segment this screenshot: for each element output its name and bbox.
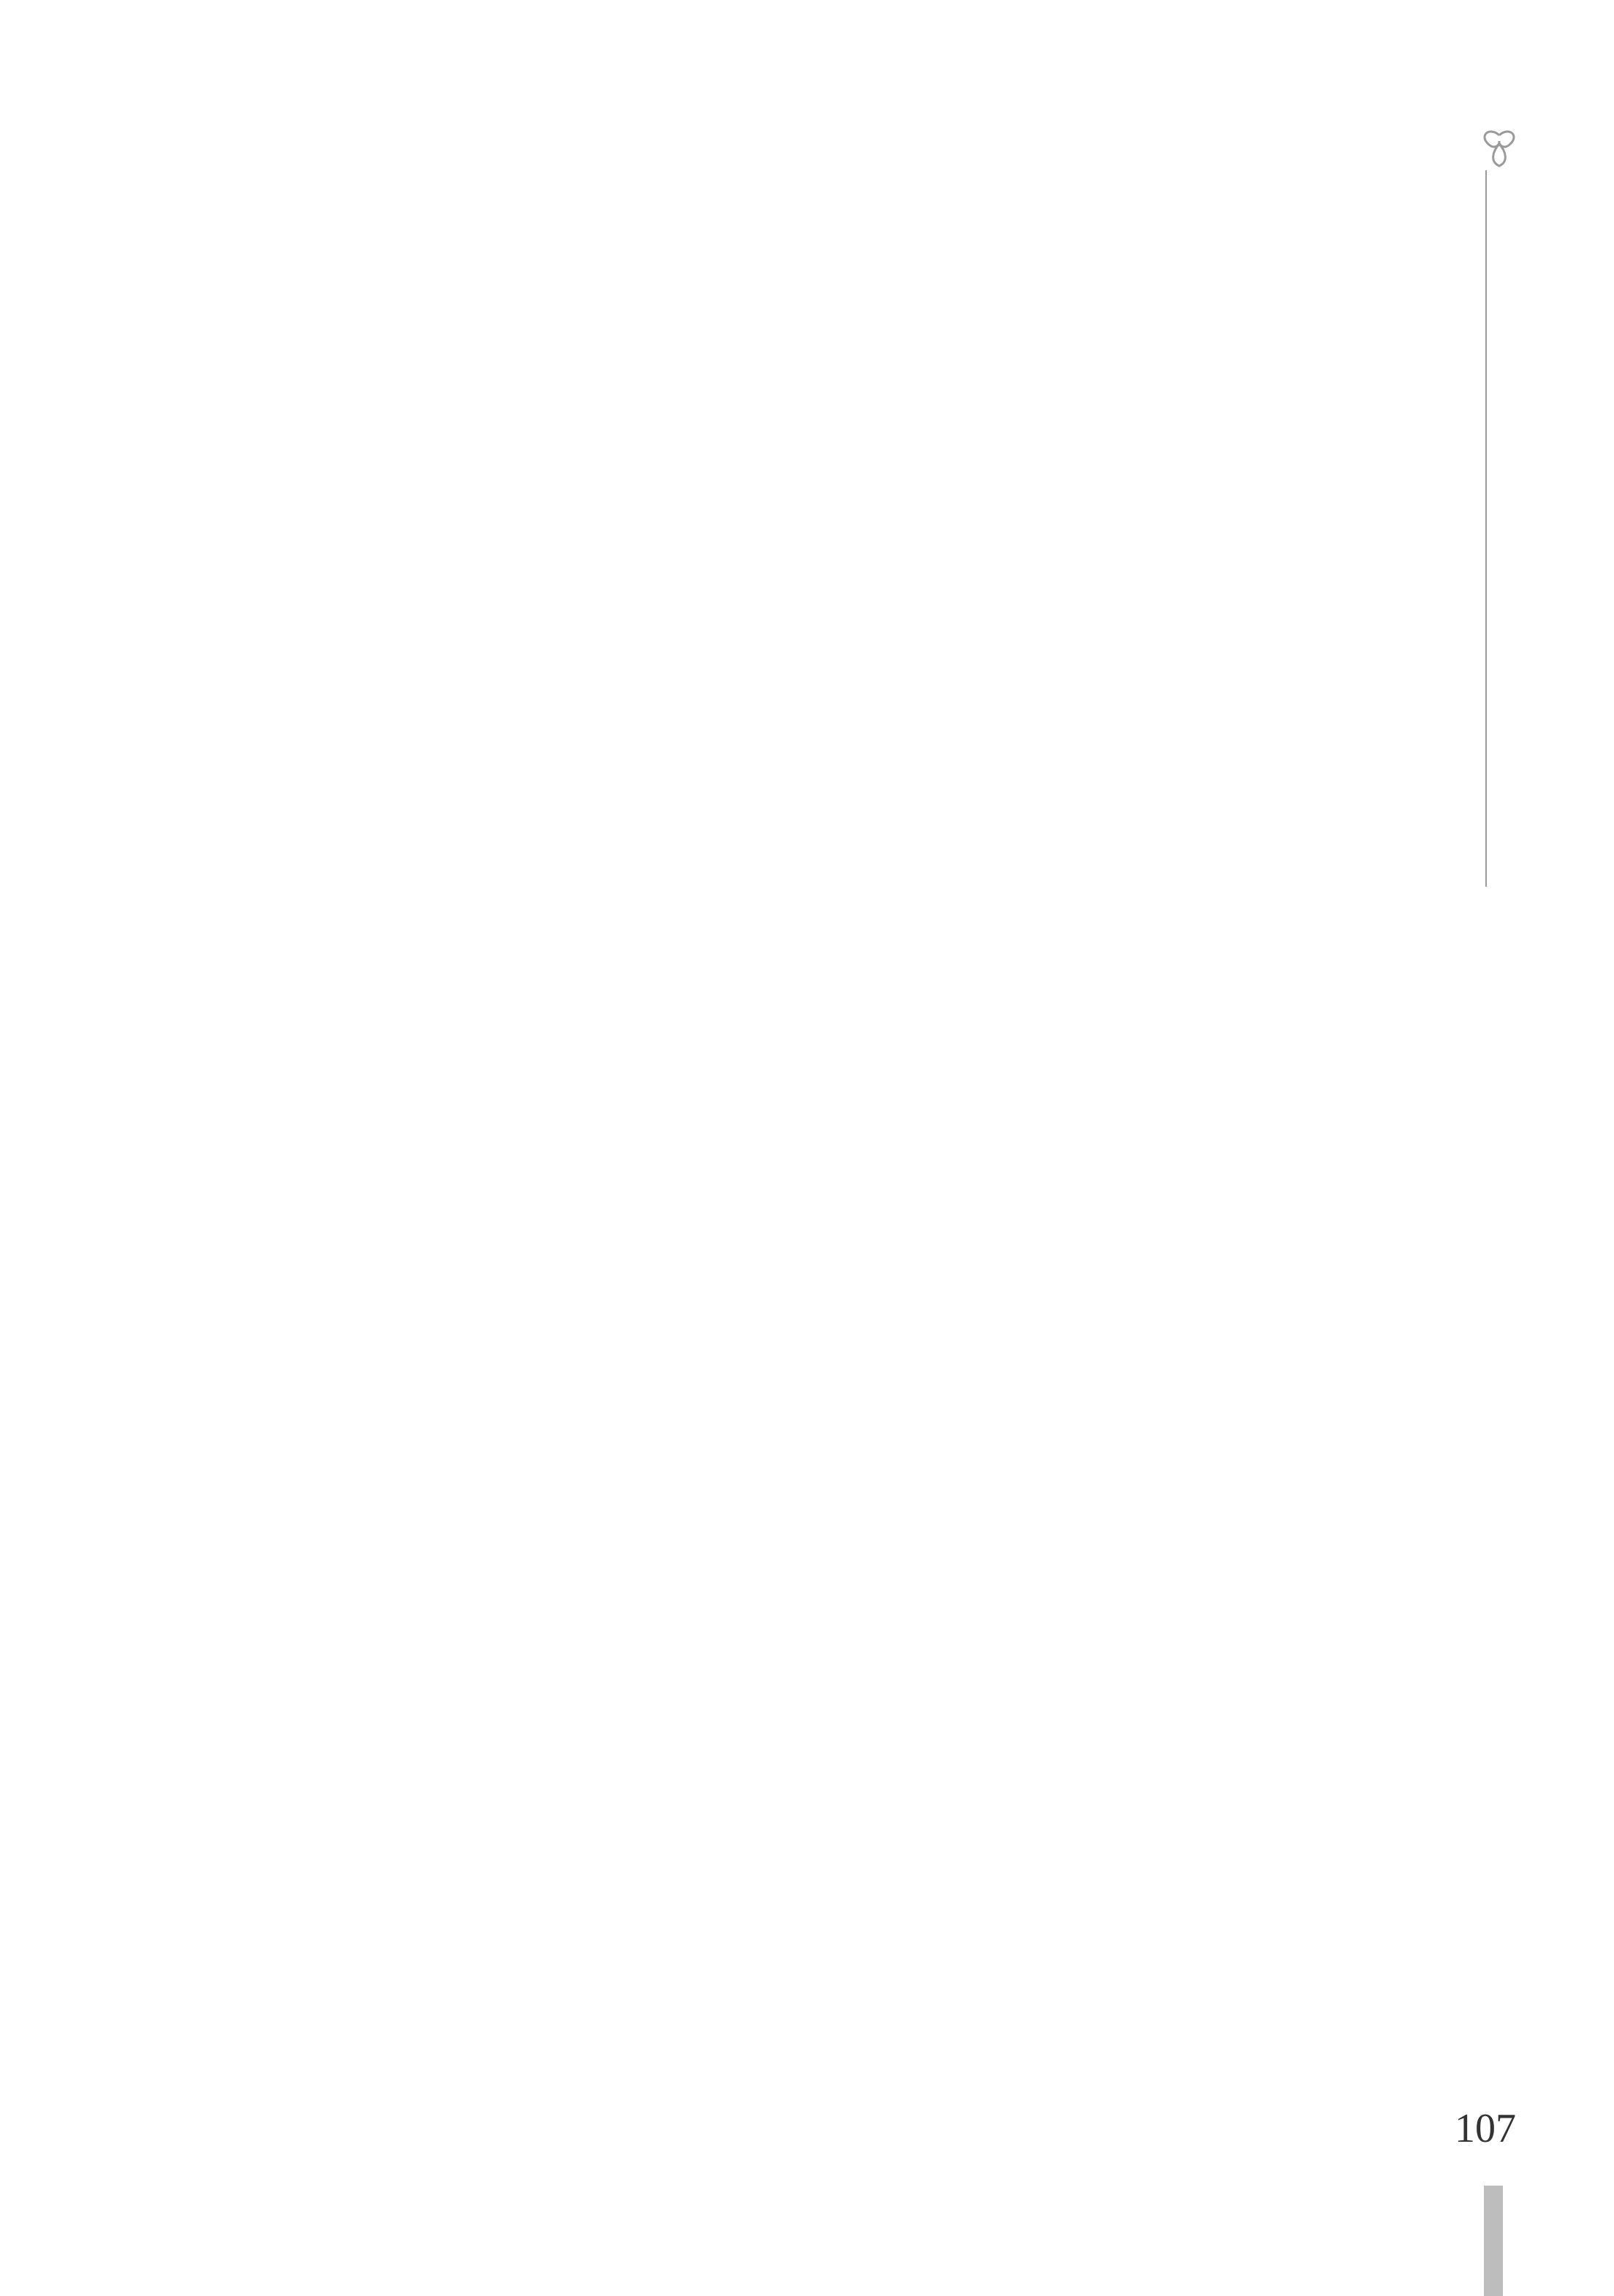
text-column-18 xyxy=(463,219,509,2083)
text-column-7 xyxy=(1050,219,1097,2083)
text-column-13 xyxy=(730,219,776,2083)
text-column-3 xyxy=(1265,219,1311,2083)
text-column-6 xyxy=(1104,219,1151,2083)
text-column-22 xyxy=(249,219,295,2083)
text-column-10 xyxy=(890,219,937,2083)
text-column-12 xyxy=(783,219,830,2083)
text-column-1 xyxy=(1371,219,1418,2083)
text-column-14 xyxy=(676,219,723,2083)
text-column-4 xyxy=(1211,219,1258,2083)
text-block xyxy=(249,219,1418,2083)
ornament-icon xyxy=(1475,128,1534,172)
text-column-17 xyxy=(516,219,563,2083)
text-column-20 xyxy=(355,219,402,2083)
text-column-2 xyxy=(1318,219,1365,2083)
text-column-5 xyxy=(1157,219,1204,2083)
running-head xyxy=(1462,128,1506,976)
text-column-19 xyxy=(409,219,455,2083)
text-column-9 xyxy=(944,219,990,2083)
text-column-16 xyxy=(569,219,616,2083)
text-column-11 xyxy=(837,219,884,2083)
corner-bar xyxy=(1484,2186,1503,2296)
header-rule xyxy=(1485,170,1487,887)
text-column-15 xyxy=(623,219,670,2083)
text-column-8 xyxy=(997,219,1044,2083)
text-column-21 xyxy=(302,219,349,2083)
page-number: 107 xyxy=(1455,2106,1516,2151)
